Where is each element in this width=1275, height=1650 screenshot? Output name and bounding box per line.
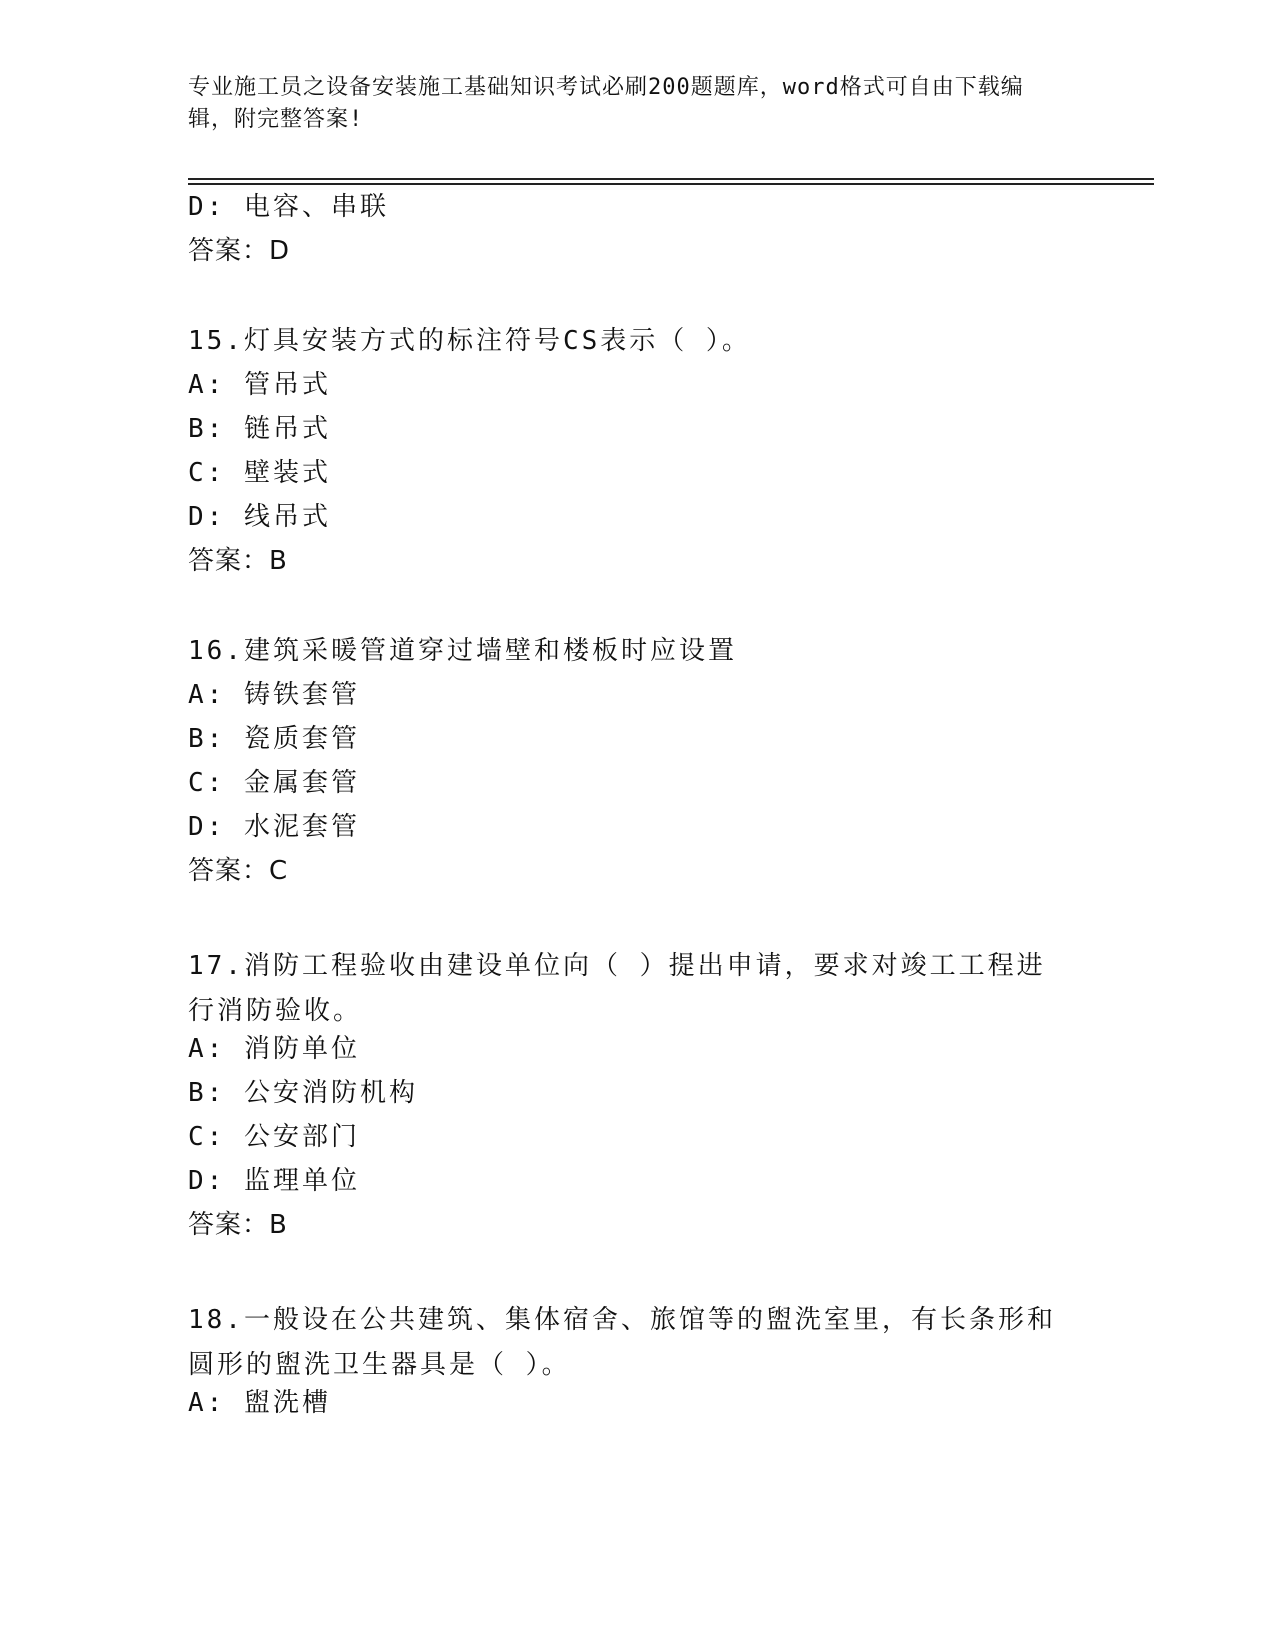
q16-answer: 答案：C <box>188 856 289 886</box>
question-18: 18.一般设在公共建筑、集体宿舍、旅馆等的盥洗室里，有长条形和圆形的盥洗卫生器具是（ ）。 <box>188 1305 1056 1380</box>
q16-option-a: A: 铸铁套管 <box>188 680 360 710</box>
q17-option-b: B: 公安消防机构 <box>188 1078 418 1108</box>
q15-answer: 答案：B <box>188 546 288 576</box>
q15-option-a: A: 管吊式 <box>188 370 331 400</box>
q16-option-d: D: 水泥套管 <box>188 812 360 842</box>
header-divider-bottom <box>188 183 1154 185</box>
option-d: D: 电容、串联 <box>188 192 389 222</box>
answer-line: 答案：D <box>188 236 291 266</box>
q16-option-c: C: 金属套管 <box>188 768 360 798</box>
question-16: 16.建筑采暖管道穿过墙壁和楼板时应设置 <box>188 636 737 666</box>
question-15: 15.灯具安装方式的标注符号CS表示（ ）。 <box>188 326 751 356</box>
q15-option-d: D: 线吊式 <box>188 502 331 532</box>
header-divider-top <box>188 178 1154 180</box>
question-17: 17.消防工程验收由建设单位向（ ）提出申请，要求对竣工工程进行消防验收。 <box>188 951 1046 1026</box>
q18-option-a: A: 盥洗槽 <box>188 1388 331 1418</box>
q17-answer: 答案：B <box>188 1210 288 1240</box>
q17-option-a: A: 消防单位 <box>188 1034 360 1064</box>
document-header: 专业施工员之设备安装施工基础知识考试必刷200题题库，word格式可自由下载编辑，附完整答案! <box>188 75 1024 132</box>
q15-option-c: C: 壁装式 <box>188 458 331 488</box>
q17-option-c: C: 公安部门 <box>188 1122 360 1152</box>
q16-option-b: B: 瓷质套管 <box>188 724 360 754</box>
q15-option-b: B: 链吊式 <box>188 414 331 444</box>
q17-option-d: D: 监理单位 <box>188 1166 360 1196</box>
